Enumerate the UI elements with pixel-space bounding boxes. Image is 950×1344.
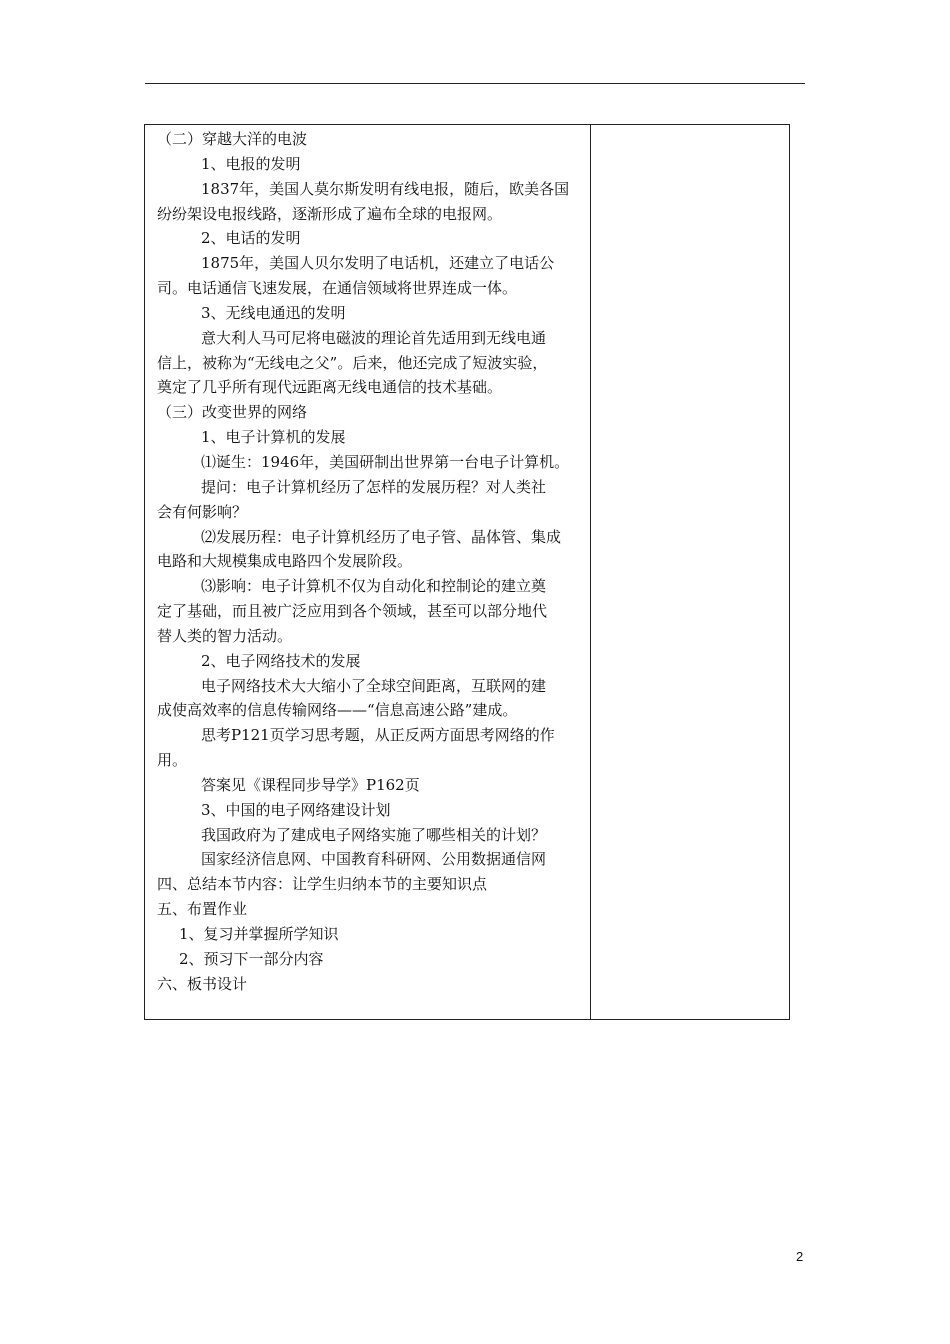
notes-cell <box>591 125 789 1019</box>
text-line: 国家经济信息网、中国教育科研网、公用数据通信网 <box>201 850 547 869</box>
text-line: 1875年，美国人贝尔发明了电话机，还建立了电话公 <box>201 254 555 273</box>
lesson-plan-table <box>144 124 790 1020</box>
page-number: 2 <box>796 1249 804 1264</box>
text-line: 1、电子计算机的发展 <box>201 428 346 447</box>
text-line: ⑴诞生：1946年，美国研制出世界第一台电子计算机。 <box>201 452 570 471</box>
lesson-content-cell <box>157 127 585 997</box>
text-line: 六、板书设计 <box>157 974 248 993</box>
text-line: 1、复习并掌握所学知识 <box>179 925 339 943</box>
text-line: （三）改变世界的网络 <box>157 403 308 422</box>
text-line: 定了基础，而且被广泛应用到各个领域，甚至可以部分地代 <box>157 602 548 621</box>
text-line: （二）穿越大洋的电波 <box>157 130 308 148</box>
text-line: 3、无线电通迅的发明 <box>201 303 346 322</box>
text-line: 用。 <box>157 751 188 770</box>
text-line: 1、电报的发明 <box>201 154 301 173</box>
text-line: 成使高效率的信息传输网络——“信息高速公路”建成。 <box>157 701 518 720</box>
text-line: ⑶影响：电子计算机不仅为自动化和控制论的建立奠 <box>201 577 547 596</box>
text-line: 会有何影响？ <box>157 502 248 521</box>
text-line: 电子网络技术大大缩小了全球空间距离，互联网的建 <box>201 676 547 695</box>
text-line: 3、中国的电子网络建设计划 <box>201 800 391 819</box>
text-line: 四、总结本节内容：让学生归纳本节的主要知识点 <box>157 875 488 894</box>
text-line: 替人类的智力活动。 <box>157 626 293 645</box>
text-line: 思考P121页学习思考题，从正反两方面思考网络的作 <box>201 726 555 745</box>
header-rule <box>145 83 805 84</box>
text-line: 五、布置作业 <box>157 900 248 919</box>
text-line: 2、电话的发明 <box>201 229 301 248</box>
text-line: 答案见《课程同步导学》P162页 <box>201 775 420 794</box>
text-line: 2、电子网络技术的发展 <box>201 651 361 670</box>
text-line: ⑵发展历程：电子计算机经历了电子管、晶体管、集成 <box>201 527 562 546</box>
text-line: 司。电话通信飞速发展，在通信领域将世界连成一体。 <box>157 279 518 298</box>
text-line: 我国政府为了建成电子网络实施了哪些相关的计划？ <box>201 825 547 844</box>
text-line: 1837年，美国人莫尔斯发明有线电报，随后，欧美各国 <box>201 179 570 198</box>
text-line: 意大利人马可尼将电磁波的理论首先适用到无线电通 <box>201 328 547 347</box>
text-line: 电路和大规模集成电路四个发展阶段。 <box>157 552 413 571</box>
text-line: 奠定了几乎所有现代远距离无线电通信的技术基础。 <box>157 378 503 397</box>
text-line: 纷纷架设电报线路，逐渐形成了遍布全球的电报网。 <box>157 204 503 223</box>
text-line: 信上，被称为“无线电之父”。后来，他还完成了短波实验， <box>157 353 548 372</box>
text-line: 提问：电子计算机经历了怎样的发展历程？对人类社 <box>201 477 547 496</box>
text-line: 2、预习下一部分内容 <box>179 949 324 968</box>
